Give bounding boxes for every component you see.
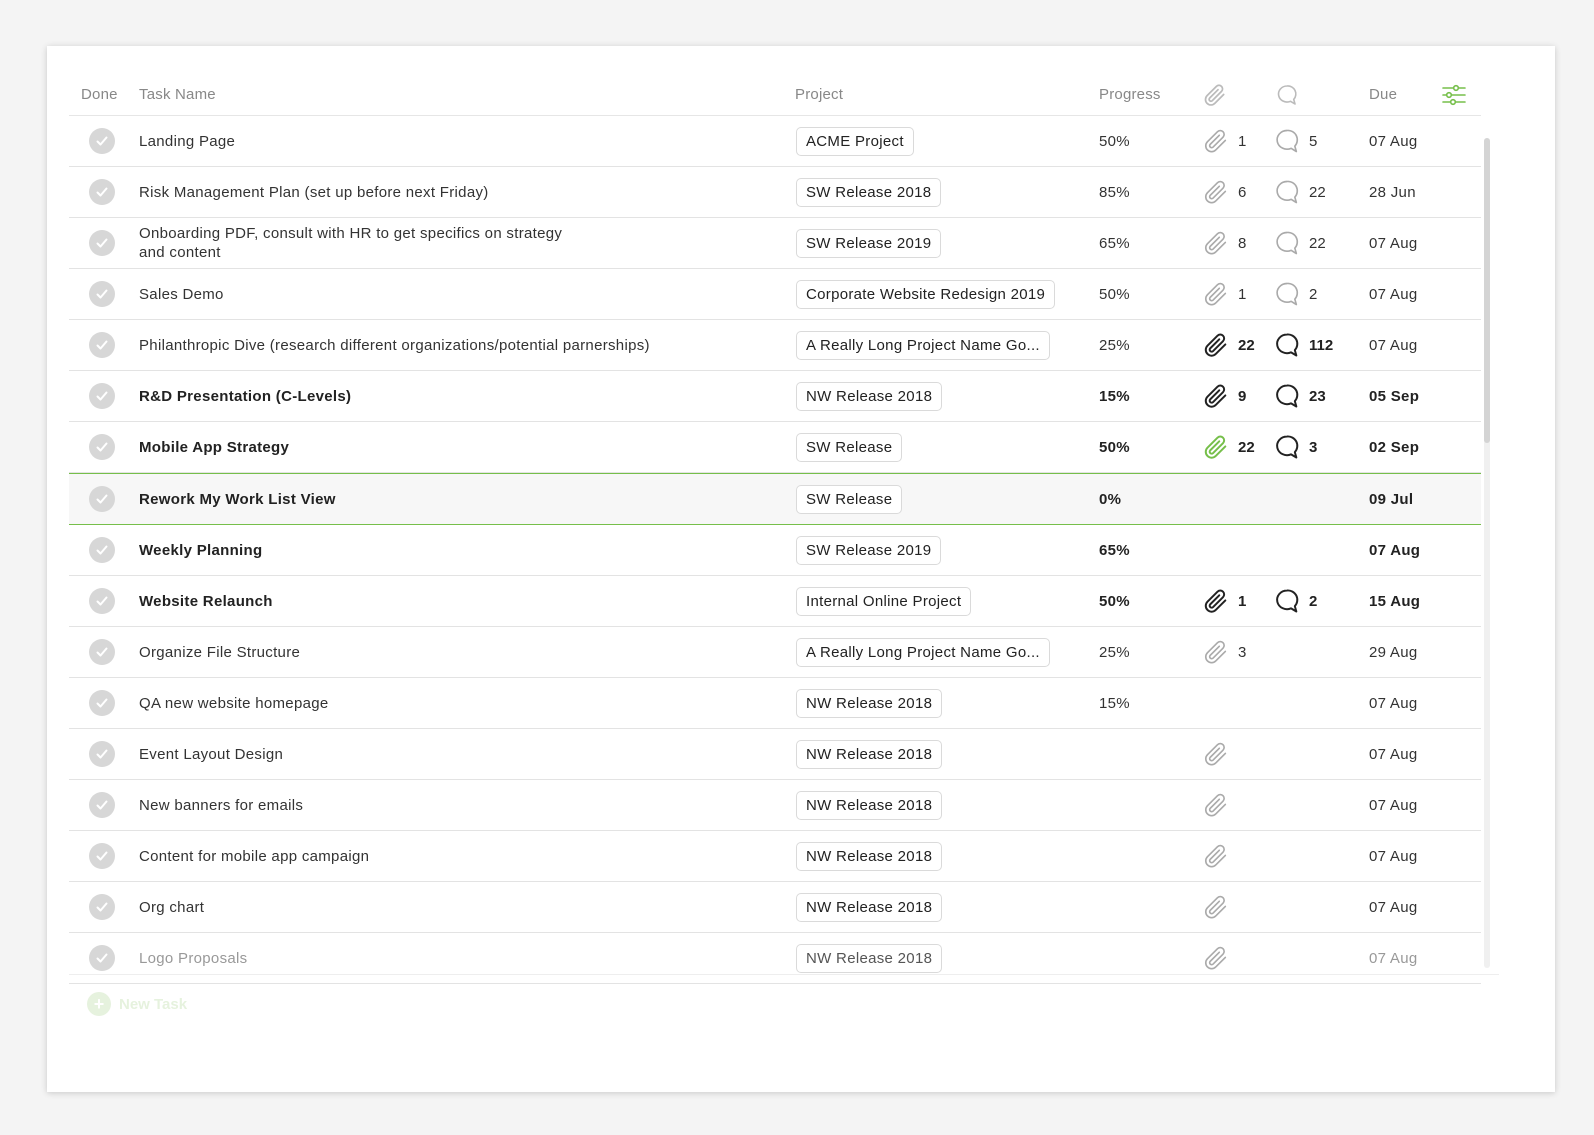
- filter-sliders-icon: [1441, 82, 1467, 108]
- done-checkbox[interactable]: [89, 780, 115, 830]
- progress-value: 50%: [1099, 285, 1130, 303]
- comments-cell[interactable]: [1273, 116, 1317, 166]
- task-name[interactable]: Weekly Planning: [139, 541, 263, 559]
- progress-value: 15%: [1099, 387, 1130, 405]
- check-circle[interactable]: [89, 894, 115, 920]
- attachments-cell[interactable]: [1202, 576, 1246, 626]
- check-circle[interactable]: [89, 588, 115, 614]
- done-checkbox[interactable]: [89, 627, 115, 677]
- comment-count: 2: [1309, 592, 1318, 610]
- due-date: 07 Aug: [1369, 898, 1418, 916]
- paperclip-icon: [1202, 791, 1230, 819]
- table-row[interactable]: [69, 167, 1481, 218]
- progress-value: 15%: [1099, 694, 1130, 712]
- table-row[interactable]: [69, 525, 1481, 576]
- project-pill[interactable]: NW Release 2018: [796, 740, 942, 769]
- new-task-button[interactable]: [87, 992, 187, 1016]
- checkmark-icon: [95, 696, 109, 710]
- project-tag[interactable]: [796, 627, 1050, 677]
- comments-cell[interactable]: [1273, 320, 1333, 370]
- due-date: 15 Aug: [1369, 592, 1421, 610]
- paperclip-icon: [1202, 229, 1230, 257]
- comment-icon: [1273, 331, 1301, 359]
- task-name[interactable]: Website Relaunch: [139, 592, 273, 610]
- project-pill[interactable]: SW Release 2019: [796, 229, 941, 258]
- comments-cell[interactable]: [1273, 422, 1317, 472]
- comment-count: 23: [1309, 387, 1326, 405]
- paperclip-icon: [1202, 178, 1230, 206]
- project-tag[interactable]: [796, 422, 902, 472]
- project-tag[interactable]: [796, 371, 942, 421]
- paperclip-icon: [1202, 944, 1230, 972]
- check-circle[interactable]: [89, 741, 115, 767]
- check-circle[interactable]: [89, 792, 115, 818]
- comment-count: 22: [1309, 183, 1326, 201]
- due-date: 07 Aug: [1369, 541, 1421, 559]
- due-date: 09 Jul: [1369, 490, 1414, 508]
- checkmark-icon: [95, 543, 109, 557]
- project-tag[interactable]: [796, 576, 971, 626]
- attachment-count: 1: [1238, 592, 1247, 610]
- attachments-cell[interactable]: [1202, 780, 1230, 830]
- checkmark-icon: [95, 798, 109, 812]
- header-task-name[interactable]: Task Name: [139, 86, 216, 103]
- task-name[interactable]: Rework My Work List View: [139, 490, 336, 508]
- project-pill[interactable]: A Really Long Project Name Go...: [796, 638, 1050, 667]
- due-date: 07 Aug: [1369, 796, 1418, 814]
- checkmark-icon: [95, 236, 109, 250]
- task-name[interactable]: Onboarding PDF, consult with HR to get specifics on strategy and content: [139, 225, 563, 261]
- header-progress[interactable]: Progress: [1099, 86, 1161, 103]
- checkmark-icon: [95, 492, 109, 506]
- paperclip-icon: [1202, 587, 1230, 615]
- project-tag[interactable]: [796, 882, 942, 932]
- task-name[interactable]: Philanthropic Dive (research different organizations/potential parnerships): [139, 336, 650, 354]
- project-pill[interactable]: NW Release 2018: [796, 893, 942, 922]
- check-circle[interactable]: [89, 486, 115, 512]
- paperclip-icon: [1202, 382, 1230, 410]
- project-pill[interactable]: SW Release: [796, 433, 902, 462]
- check-circle[interactable]: [89, 128, 115, 154]
- table-row[interactable]: [69, 422, 1481, 473]
- task-name[interactable]: Logo Proposals: [139, 949, 248, 967]
- attachment-count: 1: [1238, 285, 1247, 303]
- task-name[interactable]: New banners for emails: [139, 796, 304, 814]
- table-row[interactable]: [69, 116, 1481, 167]
- done-checkbox[interactable]: [89, 729, 115, 779]
- comment-icon: [1273, 280, 1301, 308]
- table-row[interactable]: [69, 729, 1481, 780]
- project-pill[interactable]: SW Release 2018: [796, 178, 941, 207]
- done-checkbox[interactable]: [89, 882, 115, 932]
- project-pill[interactable]: NW Release 2018: [796, 944, 942, 973]
- due-date: 07 Aug: [1369, 234, 1418, 252]
- project-pill[interactable]: NW Release 2018: [796, 689, 942, 718]
- task-name[interactable]: R&D Presentation (C-Levels): [139, 387, 352, 405]
- done-checkbox[interactable]: [89, 474, 115, 524]
- attachments-cell[interactable]: [1202, 627, 1246, 677]
- task-list-card: [47, 46, 1555, 1092]
- task-name[interactable]: Mobile App Strategy: [139, 438, 290, 456]
- comment-count: 22: [1309, 234, 1326, 252]
- progress-value: 50%: [1099, 592, 1130, 610]
- attachment-count: 22: [1238, 336, 1255, 354]
- project-tag[interactable]: [796, 269, 1055, 319]
- task-name[interactable]: Sales Demo: [139, 285, 224, 303]
- table-row[interactable]: [69, 269, 1481, 320]
- footer-divider: [69, 974, 1499, 975]
- table-row[interactable]: [69, 371, 1481, 422]
- done-checkbox[interactable]: [89, 218, 115, 268]
- due-date: 07 Aug: [1369, 132, 1418, 150]
- done-checkbox[interactable]: [89, 371, 115, 421]
- progress-value: 25%: [1099, 336, 1130, 354]
- comment-count: 2: [1309, 285, 1318, 303]
- paperclip-icon: [1202, 82, 1228, 108]
- task-name[interactable]: Risk Management Plan (set up before next Friday): [139, 183, 489, 201]
- checkmark-icon: [95, 747, 109, 761]
- paperclip-icon: [1202, 842, 1230, 870]
- comments-cell[interactable]: [1273, 218, 1326, 268]
- attachment-count: 22: [1238, 438, 1255, 456]
- scrollbar[interactable]: [1484, 138, 1490, 968]
- attachments-cell[interactable]: [1202, 933, 1230, 983]
- attachments-cell[interactable]: [1202, 269, 1246, 319]
- project-pill[interactable]: ACME Project: [796, 127, 914, 156]
- project-tag[interactable]: [796, 116, 914, 166]
- attachment-count: 3: [1238, 643, 1247, 661]
- project-pill[interactable]: SW Release: [796, 485, 902, 514]
- due-date: 07 Aug: [1369, 745, 1418, 763]
- plus-icon: +: [87, 992, 111, 1016]
- attachments-cell[interactable]: [1202, 320, 1255, 370]
- attachments-cell[interactable]: [1202, 422, 1255, 472]
- progress-value: 85%: [1099, 183, 1130, 201]
- done-checkbox[interactable]: [89, 525, 115, 575]
- project-pill[interactable]: SW Release 2019: [796, 536, 941, 565]
- progress-value: 50%: [1099, 132, 1130, 150]
- project-tag[interactable]: [796, 729, 942, 779]
- due-date: 28 Jun: [1369, 183, 1416, 201]
- project-tag[interactable]: [796, 474, 902, 524]
- header-comments[interactable]: [1275, 74, 1299, 115]
- done-checkbox[interactable]: [89, 269, 115, 319]
- paperclip-icon: [1202, 638, 1230, 666]
- comment-icon: [1273, 382, 1301, 410]
- new-task-label: New Task: [119, 995, 188, 1013]
- comments-cell[interactable]: [1273, 576, 1317, 626]
- done-checkbox[interactable]: [89, 678, 115, 728]
- project-pill[interactable]: NW Release 2018: [796, 842, 942, 871]
- check-circle[interactable]: [89, 332, 115, 358]
- task-name[interactable]: Org chart: [139, 898, 205, 916]
- table-row[interactable]: [69, 678, 1481, 729]
- done-checkbox[interactable]: [89, 320, 115, 370]
- header-done[interactable]: Done: [81, 86, 118, 103]
- comments-cell[interactable]: [1273, 167, 1326, 217]
- project-pill[interactable]: NW Release 2018: [796, 382, 942, 411]
- checkmark-icon: [95, 645, 109, 659]
- check-circle[interactable]: [89, 383, 115, 409]
- checkmark-icon: [95, 338, 109, 352]
- comment-icon: [1273, 178, 1301, 206]
- project-tag[interactable]: [796, 831, 942, 881]
- progress-value: 25%: [1099, 643, 1130, 661]
- checkmark-icon: [95, 951, 109, 965]
- table-row[interactable]: [69, 831, 1481, 882]
- checkmark-icon: [95, 389, 109, 403]
- check-circle[interactable]: [89, 537, 115, 563]
- column-settings-button[interactable]: [1441, 74, 1467, 115]
- header-due[interactable]: Due: [1369, 86, 1398, 103]
- task-name[interactable]: Organize File Structure: [139, 643, 301, 661]
- project-tag[interactable]: [796, 933, 942, 983]
- due-date: 07 Aug: [1369, 694, 1418, 712]
- comments-cell[interactable]: [1273, 371, 1326, 421]
- done-checkbox[interactable]: [89, 422, 115, 472]
- task-rows: [69, 116, 1481, 984]
- check-circle[interactable]: [89, 434, 115, 460]
- done-checkbox[interactable]: [89, 116, 115, 166]
- task-name[interactable]: Event Layout Design: [139, 745, 284, 763]
- checkmark-icon: [95, 849, 109, 863]
- project-pill[interactable]: NW Release 2018: [796, 791, 942, 820]
- table-row[interactable]: [69, 576, 1481, 627]
- project-pill[interactable]: Internal Online Project: [796, 587, 971, 616]
- attachments-cell[interactable]: [1202, 116, 1246, 166]
- done-checkbox[interactable]: [89, 933, 115, 983]
- comment-icon: [1273, 127, 1301, 155]
- paperclip-icon: [1202, 740, 1230, 768]
- paperclip-icon: [1202, 893, 1230, 921]
- paperclip-icon: [1202, 280, 1230, 308]
- task-name[interactable]: Content for mobile app campaign: [139, 847, 370, 865]
- header-attachments[interactable]: [1202, 74, 1228, 115]
- project-tag[interactable]: [796, 525, 941, 575]
- attachments-cell[interactable]: [1202, 218, 1246, 268]
- due-date: 05 Sep: [1369, 387, 1420, 405]
- comment-icon: [1275, 83, 1299, 107]
- table-row[interactable]: [69, 933, 1481, 984]
- comment-count: 3: [1309, 438, 1318, 456]
- comment-count: 5: [1309, 132, 1318, 150]
- scrollbar-thumb[interactable]: [1484, 138, 1490, 443]
- table-row[interactable]: [69, 627, 1481, 678]
- comment-icon: [1273, 433, 1301, 461]
- project-pill[interactable]: A Really Long Project Name Go...: [796, 331, 1050, 360]
- task-name[interactable]: Landing Page: [139, 132, 236, 150]
- comment-count: 112: [1309, 336, 1334, 354]
- due-date: 07 Aug: [1369, 847, 1418, 865]
- due-date: 07 Aug: [1369, 336, 1418, 354]
- checkmark-icon: [95, 287, 109, 301]
- project-tag[interactable]: [796, 780, 942, 830]
- done-checkbox[interactable]: [89, 167, 115, 217]
- check-circle[interactable]: [89, 230, 115, 256]
- done-checkbox[interactable]: [89, 576, 115, 626]
- attachment-count: 8: [1238, 234, 1247, 252]
- attachments-cell[interactable]: [1202, 729, 1230, 779]
- progress-value: 50%: [1099, 438, 1130, 456]
- check-circle[interactable]: [89, 281, 115, 307]
- progress-value: 0%: [1099, 490, 1122, 508]
- project-tag[interactable]: [796, 678, 942, 728]
- checkmark-icon: [95, 594, 109, 608]
- attachments-cell[interactable]: [1202, 831, 1230, 881]
- table-row[interactable]: [69, 218, 1481, 269]
- check-circle[interactable]: [89, 690, 115, 716]
- comments-cell[interactable]: [1273, 269, 1317, 319]
- checkmark-icon: [95, 134, 109, 148]
- project-pill[interactable]: Corporate Website Redesign 2019: [796, 280, 1055, 309]
- comment-icon: [1273, 587, 1301, 615]
- paperclip-icon: [1202, 331, 1230, 359]
- check-circle[interactable]: [89, 639, 115, 665]
- attachments-cell[interactable]: [1202, 371, 1246, 421]
- table-row[interactable]: [69, 473, 1481, 525]
- table-header: [69, 74, 1481, 116]
- attachment-count: 9: [1238, 387, 1247, 405]
- due-date: 02 Sep: [1369, 438, 1420, 456]
- progress-value: 65%: [1099, 234, 1130, 252]
- due-date: 07 Aug: [1369, 285, 1418, 303]
- progress-value: 65%: [1099, 541, 1130, 559]
- project-tag[interactable]: [796, 167, 941, 217]
- project-tag[interactable]: [796, 320, 1050, 370]
- paperclip-icon: [1202, 433, 1230, 461]
- task-name[interactable]: QA new website homepage: [139, 694, 329, 712]
- table-row[interactable]: [69, 882, 1481, 933]
- checkmark-icon: [95, 185, 109, 199]
- done-checkbox[interactable]: [89, 831, 115, 881]
- attachment-count: 6: [1238, 183, 1247, 201]
- project-tag[interactable]: [796, 218, 941, 268]
- check-circle[interactable]: [89, 179, 115, 205]
- checkmark-icon: [95, 440, 109, 454]
- attachments-cell[interactable]: [1202, 882, 1230, 932]
- check-circle[interactable]: [89, 945, 115, 971]
- attachment-count: 1: [1238, 132, 1247, 150]
- due-date: 29 Aug: [1369, 643, 1418, 661]
- header-project[interactable]: Project: [795, 86, 844, 103]
- comment-icon: [1273, 229, 1301, 257]
- table-row[interactable]: [69, 320, 1481, 371]
- check-circle[interactable]: [89, 843, 115, 869]
- checkmark-icon: [95, 900, 109, 914]
- paperclip-icon: [1202, 127, 1230, 155]
- attachments-cell[interactable]: [1202, 167, 1246, 217]
- table-row[interactable]: [69, 780, 1481, 831]
- due-date: 07 Aug: [1369, 949, 1418, 967]
